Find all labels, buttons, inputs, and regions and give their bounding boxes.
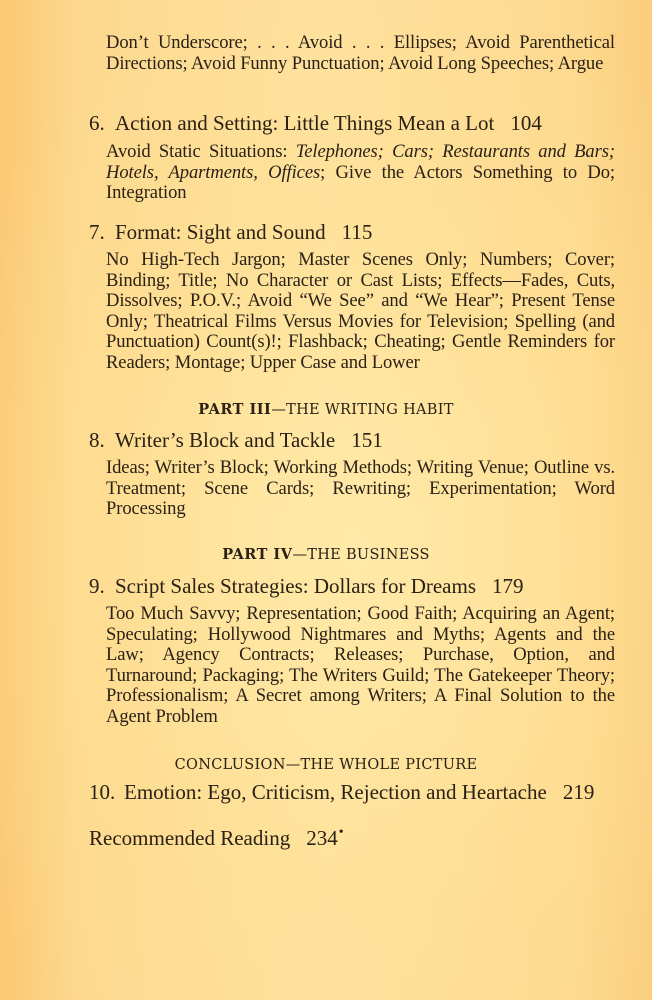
subtopic-text: ; Give the Actors Something to Do; Integration [106,161,615,204]
part-title: —THE WRITING HABIT [271,402,454,418]
subtopic-italic-text: Telephones; Cars; Restaurants and Bars; Hotels, Apartments, Offices [106,141,615,183]
chapter-page-number: 219 [562,780,595,804]
chapter-6-subtopics [106,142,615,204]
chapter-title: Format: Sight and Sound [115,220,326,244]
chapter-7-subtopics: No High-Tech Jargon; Master Scenes Only; Numbers; Cover; Binding; Title; No Character or Cast Lists; Effects—Fades, Cuts, Dissolves; P.O.V.; Avoid “We See” and “We Hear”; Present Tense Only; Theatrical Films Versus Movies for Television; Spelling (and Punctuation) Count(s)!; Flashback; Cheating; Gentle Reminders for Readers; Montage; Upper Case and Lower [106,249,615,373]
chapter-5-subtopics-continued: Don’t Underscore; . . . Avoid . . . Ellipses; Avoid Parenthetical Directions; Avoid Funny Punctuation; Avoid Long Speeches; Argue [106,32,615,74]
chapter-title: Writer’s Block and Tackle [115,428,336,452]
conclusion-heading: CONCLUSION—THE WHOLE PICTURE [174,757,478,773]
chapter-page-number: 104 [510,111,542,135]
chapter-number: 10. [89,780,116,804]
dot-mark: • [338,825,344,840]
chapter-number: 6. [89,111,105,135]
chapter-8-subtopics: Ideas; Writer’s Block; Working Methods; Writing Venue; Outline vs. Treatment; Scene Cards; Rewriting; Experimentation; Word Processing [106,457,615,520]
chapter-number: 9. [89,574,105,598]
chapter-7-heading[interactable] [89,220,629,244]
chapter-6-heading[interactable] [89,111,629,135]
part-4-heading [0,545,652,565]
chapter-page-number: 115 [341,220,373,244]
chapter-page-number: 151 [351,428,383,452]
part-label: PART IV [222,546,293,563]
chapter-9-heading[interactable] [89,574,629,598]
subtopic-text: Avoid Static Situations: [106,141,296,162]
entry-page-number: 234 [306,826,338,850]
chapter-10-heading[interactable] [89,780,629,804]
recommended-reading-entry[interactable] [89,821,629,850]
chapter-title: Emotion: Ego, Criticism, Rejection and Heartache [124,780,547,804]
chapter-9-subtopics: Too Much Savvy; Representation; Good Faith; Acquiring an Agent; Speculating; Hollywood Nightmares and Myths; Agents and the Law; Agency Contracts; Releases; Purchase, Option, and Turnaround; Packaging; The Writers Guild; The Gatekeeper Theory; Professionalism; A Secret among Writers; A Final Solution to the Agent Problem [106,603,615,727]
chapter-page-number: 179 [492,574,524,598]
chapter-number: 8. [89,428,105,452]
chapter-number: 7. [89,220,105,244]
chapter-title: Action and Setting: Little Things Mean a Lot [115,111,495,135]
chapter-title: Script Sales Strategies: Dollars for Dreams [115,574,476,598]
entry-title: Recommended Reading [89,826,291,850]
chapter-8-heading[interactable] [89,428,629,452]
part-label: PART III [198,401,272,418]
part-3-heading [0,400,652,420]
part-title: —THE BUSINESS [292,547,430,563]
